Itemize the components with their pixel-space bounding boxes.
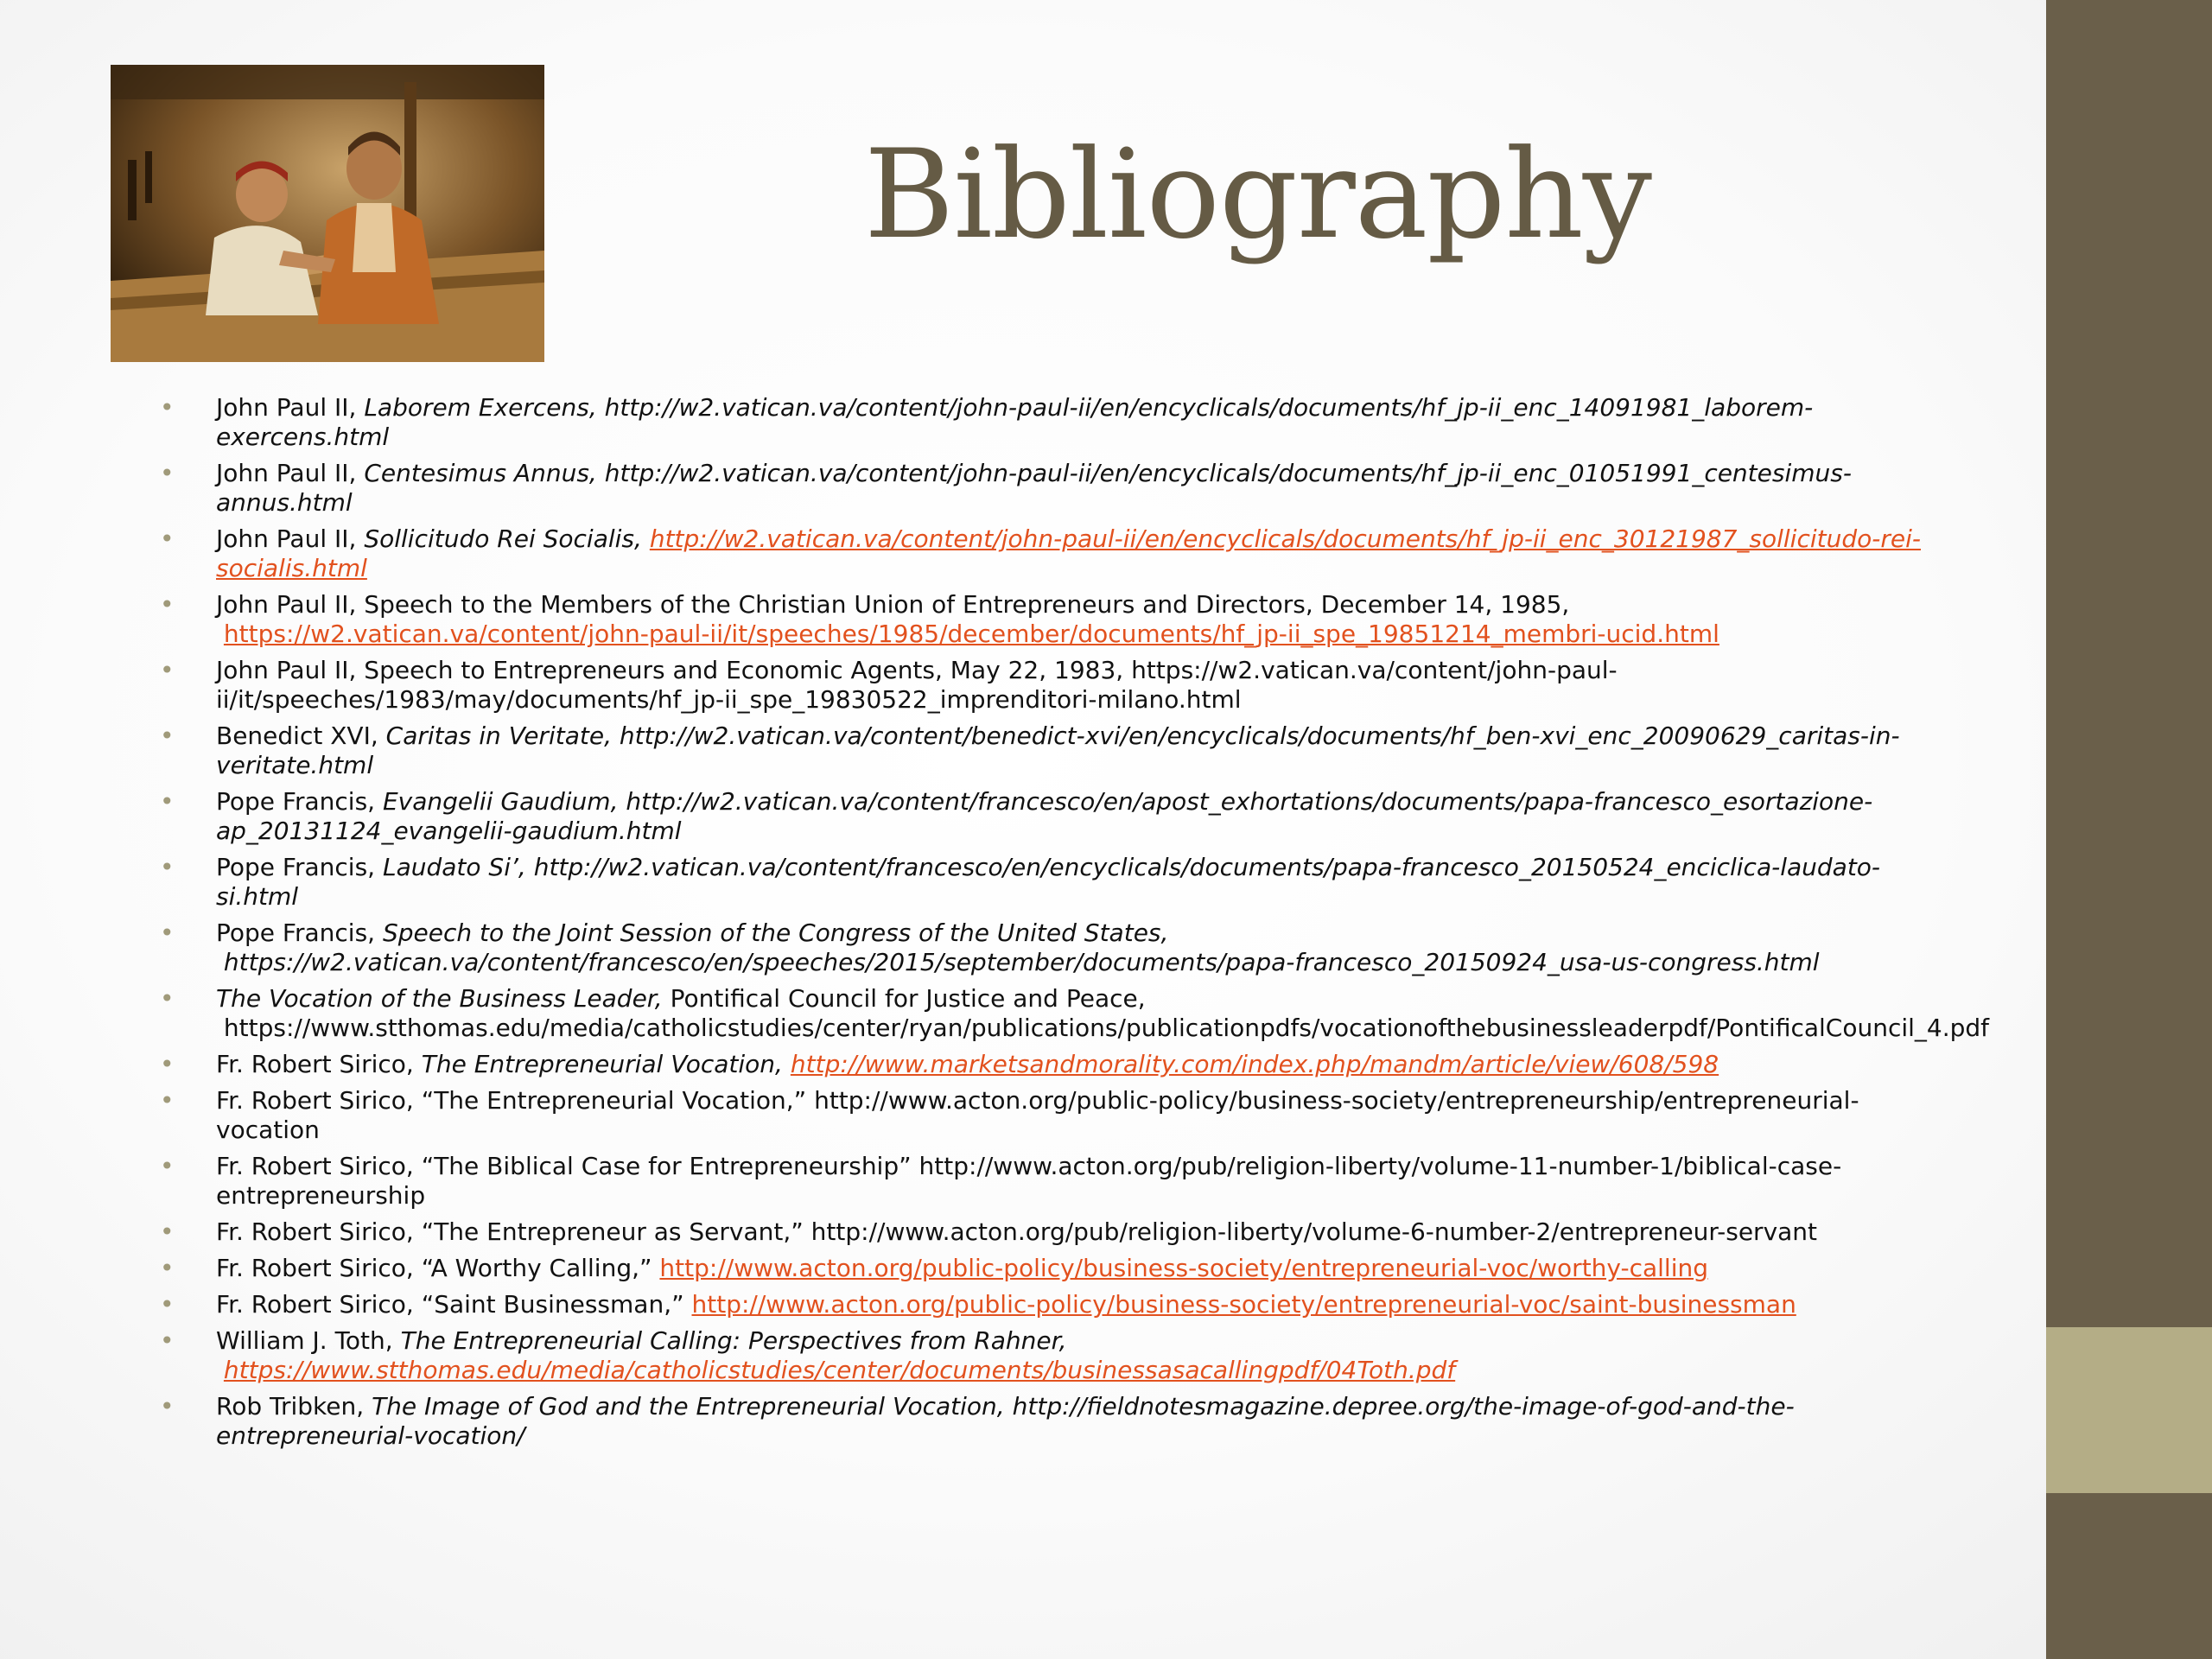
entry-author: Fr. Robert Sirico, “The Entrepreneur as Servant,” <box>216 1217 804 1246</box>
entry-link[interactable]: https://w2.vatican.va/content/john-paul-ii/it/speeches/1985/december/documents/hf_jp-ii_spe_19851214_membri-ucid.html <box>223 620 1719 648</box>
bibliography-list <box>160 393 1990 1458</box>
entry-author: Benedict XVI, <box>216 721 378 750</box>
entry-work: Sollicitudo Rei Socialis, <box>364 524 642 553</box>
entry-link[interactable]: https://www.stthomas.edu/media/catholicstudies/center/documents/businessasacallingpdf/04Toth.pdf <box>223 1356 1456 1384</box>
entry-author: Fr. Robert Sirico, “A Worthy Calling,” <box>216 1254 652 1282</box>
bullet-icon: • <box>160 656 175 684</box>
entry-link[interactable]: http://www.marketsandmorality.com/index.php/mandm/article/view/608/598 <box>790 1050 1719 1078</box>
list-item <box>160 721 1940 780</box>
entry-work: Speech to the Joint Session of the Congress of the United States, <box>382 918 1169 947</box>
page-title: Bibliography <box>864 124 1651 266</box>
entry-author: William J. Toth, <box>216 1326 393 1355</box>
bullet-icon: • <box>160 524 175 553</box>
bullet-icon: • <box>160 1152 175 1180</box>
bullet-icon: • <box>160 1392 175 1421</box>
entry-author: Fr. Robert Sirico, “The Entrepreneurial Vocation,” <box>216 1086 807 1115</box>
list-item <box>160 393 1940 452</box>
bullet-icon: • <box>160 1050 175 1078</box>
entry-url: https://w2.vatican.va/content/francesco/en/speeches/2015/september/documents/papa-francesco_20150924_usa-us-congress.html <box>223 948 1820 976</box>
list-item <box>160 984 1990 1043</box>
entry-author: John Paul II, <box>216 459 357 487</box>
bullet-icon: • <box>160 721 175 750</box>
entry-work: Caritas in Veritate, <box>385 721 612 750</box>
entry-author: John Paul II, <box>216 524 357 553</box>
bullet-icon: • <box>160 1254 175 1282</box>
entry-url: http://www.acton.org/pub/religion-liberty/volume-11-number-1/biblical-case-entrepreneurship <box>216 1152 1842 1210</box>
list-item <box>160 918 1940 977</box>
entry-url: http://www.acton.org/pub/religion-liberty/volume-6-number-2/entrepreneur-servant <box>810 1217 1818 1246</box>
entry-author: John Paul II, <box>216 393 357 422</box>
entry-author: Fr. Robert Sirico, “The Biblical Case for Entrepreneurship” <box>216 1152 912 1180</box>
bullet-icon: • <box>160 787 175 816</box>
entry-author: Pope Francis, <box>216 787 376 816</box>
entry-url: http://www.acton.org/public-policy/business-society/entrepreneurship/entrepreneurial-vocation <box>216 1086 1859 1144</box>
entry-author: Fr. Robert Sirico, “Saint Businessman,” <box>216 1290 684 1319</box>
list-item <box>160 1217 1940 1247</box>
entry-author: John Paul II, Speech to Entrepreneurs and Economic Agents, May 22, 1983, <box>216 656 1124 684</box>
entry-url: https://w2.vatican.va/content/john-paul-ii/it/speeches/1983/may/documents/hf_jp-ii_spe_19830522_imprenditori-milano.html <box>216 656 1618 714</box>
bullet-icon: • <box>160 853 175 881</box>
list-item <box>160 524 1940 583</box>
entry-work: The Entrepreneurial Vocation, <box>421 1050 783 1078</box>
list-item <box>160 1152 1940 1211</box>
carpentry-painting <box>111 65 544 362</box>
bullet-icon: • <box>160 984 175 1013</box>
bullet-icon: • <box>160 1217 175 1246</box>
bullet-icon: • <box>160 1326 175 1355</box>
list-item <box>160 656 1940 715</box>
list-item <box>160 1254 1940 1283</box>
entry-work: The Image of God and the Entrepreneurial Vocation, <box>372 1392 1005 1421</box>
entry-url: http://w2.vatican.va/content/john-paul-ii/en/encyclicals/documents/hf_jp-ii_enc_01051991_centesimus-annus.html <box>216 459 1852 517</box>
entry-work: Evangelii Gaudium, <box>382 787 619 816</box>
entry-link[interactable]: http://www.acton.org/public-policy/business-society/entrepreneurial-voc/worthy-calling <box>659 1254 1709 1282</box>
list-item <box>160 853 1940 912</box>
entry-url: http://w2.vatican.va/content/john-paul-ii/en/encyclicals/documents/hf_jp-ii_enc_14091981_laborem-exercens.html <box>216 393 1814 451</box>
bullet-icon: • <box>160 590 175 619</box>
bullet-icon: • <box>160 1086 175 1115</box>
list-item <box>160 459 1940 518</box>
entry-work: The Entrepreneurial Calling: Perspectives from Rahner, <box>400 1326 1067 1355</box>
entry-author: Pope Francis, <box>216 853 376 881</box>
list-item <box>160 1290 1940 1319</box>
entry-url: http://w2.vatican.va/content/benedict-xvi/en/encyclicals/documents/hf_ben-xvi_enc_20090629_caritas-in-veritate.html <box>216 721 1900 779</box>
entry-link[interactable]: http://w2.vatican.va/content/john-paul-ii/en/encyclicals/documents/hf_jp-ii_enc_30121987_sollicitudo-rei-socialis.html <box>216 524 1921 582</box>
entry-work: Centesimus Annus, <box>364 459 597 487</box>
entry-url: http://fieldnotesmagazine.depree.org/the-image-of-god-and-the-entrepreneurial-vocation/ <box>216 1392 1795 1450</box>
bullet-icon: • <box>160 1290 175 1319</box>
entry-work: Laudato Si’, <box>382 853 526 881</box>
entry-source: Pontifical Council for Justice and Peace, <box>670 984 1146 1013</box>
bullet-icon: • <box>160 918 175 947</box>
list-item <box>160 1392 1940 1451</box>
list-item <box>160 787 1940 846</box>
entry-url: http://w2.vatican.va/content/francesco/en/encyclicals/documents/papa-francesco_20150524_enciclica-laudato-si.html <box>216 853 1881 911</box>
entry-author: Fr. Robert Sirico, <box>216 1050 414 1078</box>
entry-work: Laborem Exercens, <box>364 393 597 422</box>
entry-author: John Paul II, Speech to the Members of the Christian Union of Entrepreneurs and Directors, December 14, 1985, <box>216 590 1570 619</box>
entry-link[interactable]: http://www.acton.org/public-policy/business-society/entrepreneurial-voc/saint-businessman <box>691 1290 1796 1319</box>
list-item <box>160 1086 1940 1145</box>
entry-work: The Vocation of the Business Leader, <box>216 984 663 1013</box>
side-band-accent <box>2046 1327 2212 1493</box>
bullet-icon: • <box>160 393 175 422</box>
entry-url: https://www.stthomas.edu/media/catholicstudies/center/ryan/publications/publicationpdfs/vocationofthebusinessleaderpdf/PontificalCouncil_4.pdf <box>223 1014 1990 1042</box>
list-item <box>160 1326 1940 1385</box>
list-item <box>160 590 1940 649</box>
bullet-icon: • <box>160 459 175 487</box>
list-item <box>160 1050 1940 1079</box>
entry-author: Pope Francis, <box>216 918 376 947</box>
entry-author: Rob Tribken, <box>216 1392 365 1421</box>
entry-url: http://w2.vatican.va/content/francesco/en/apost_exhortations/documents/papa-francesco_esortazione-ap_20131124_evangelii-gaudium.html <box>216 787 1873 845</box>
